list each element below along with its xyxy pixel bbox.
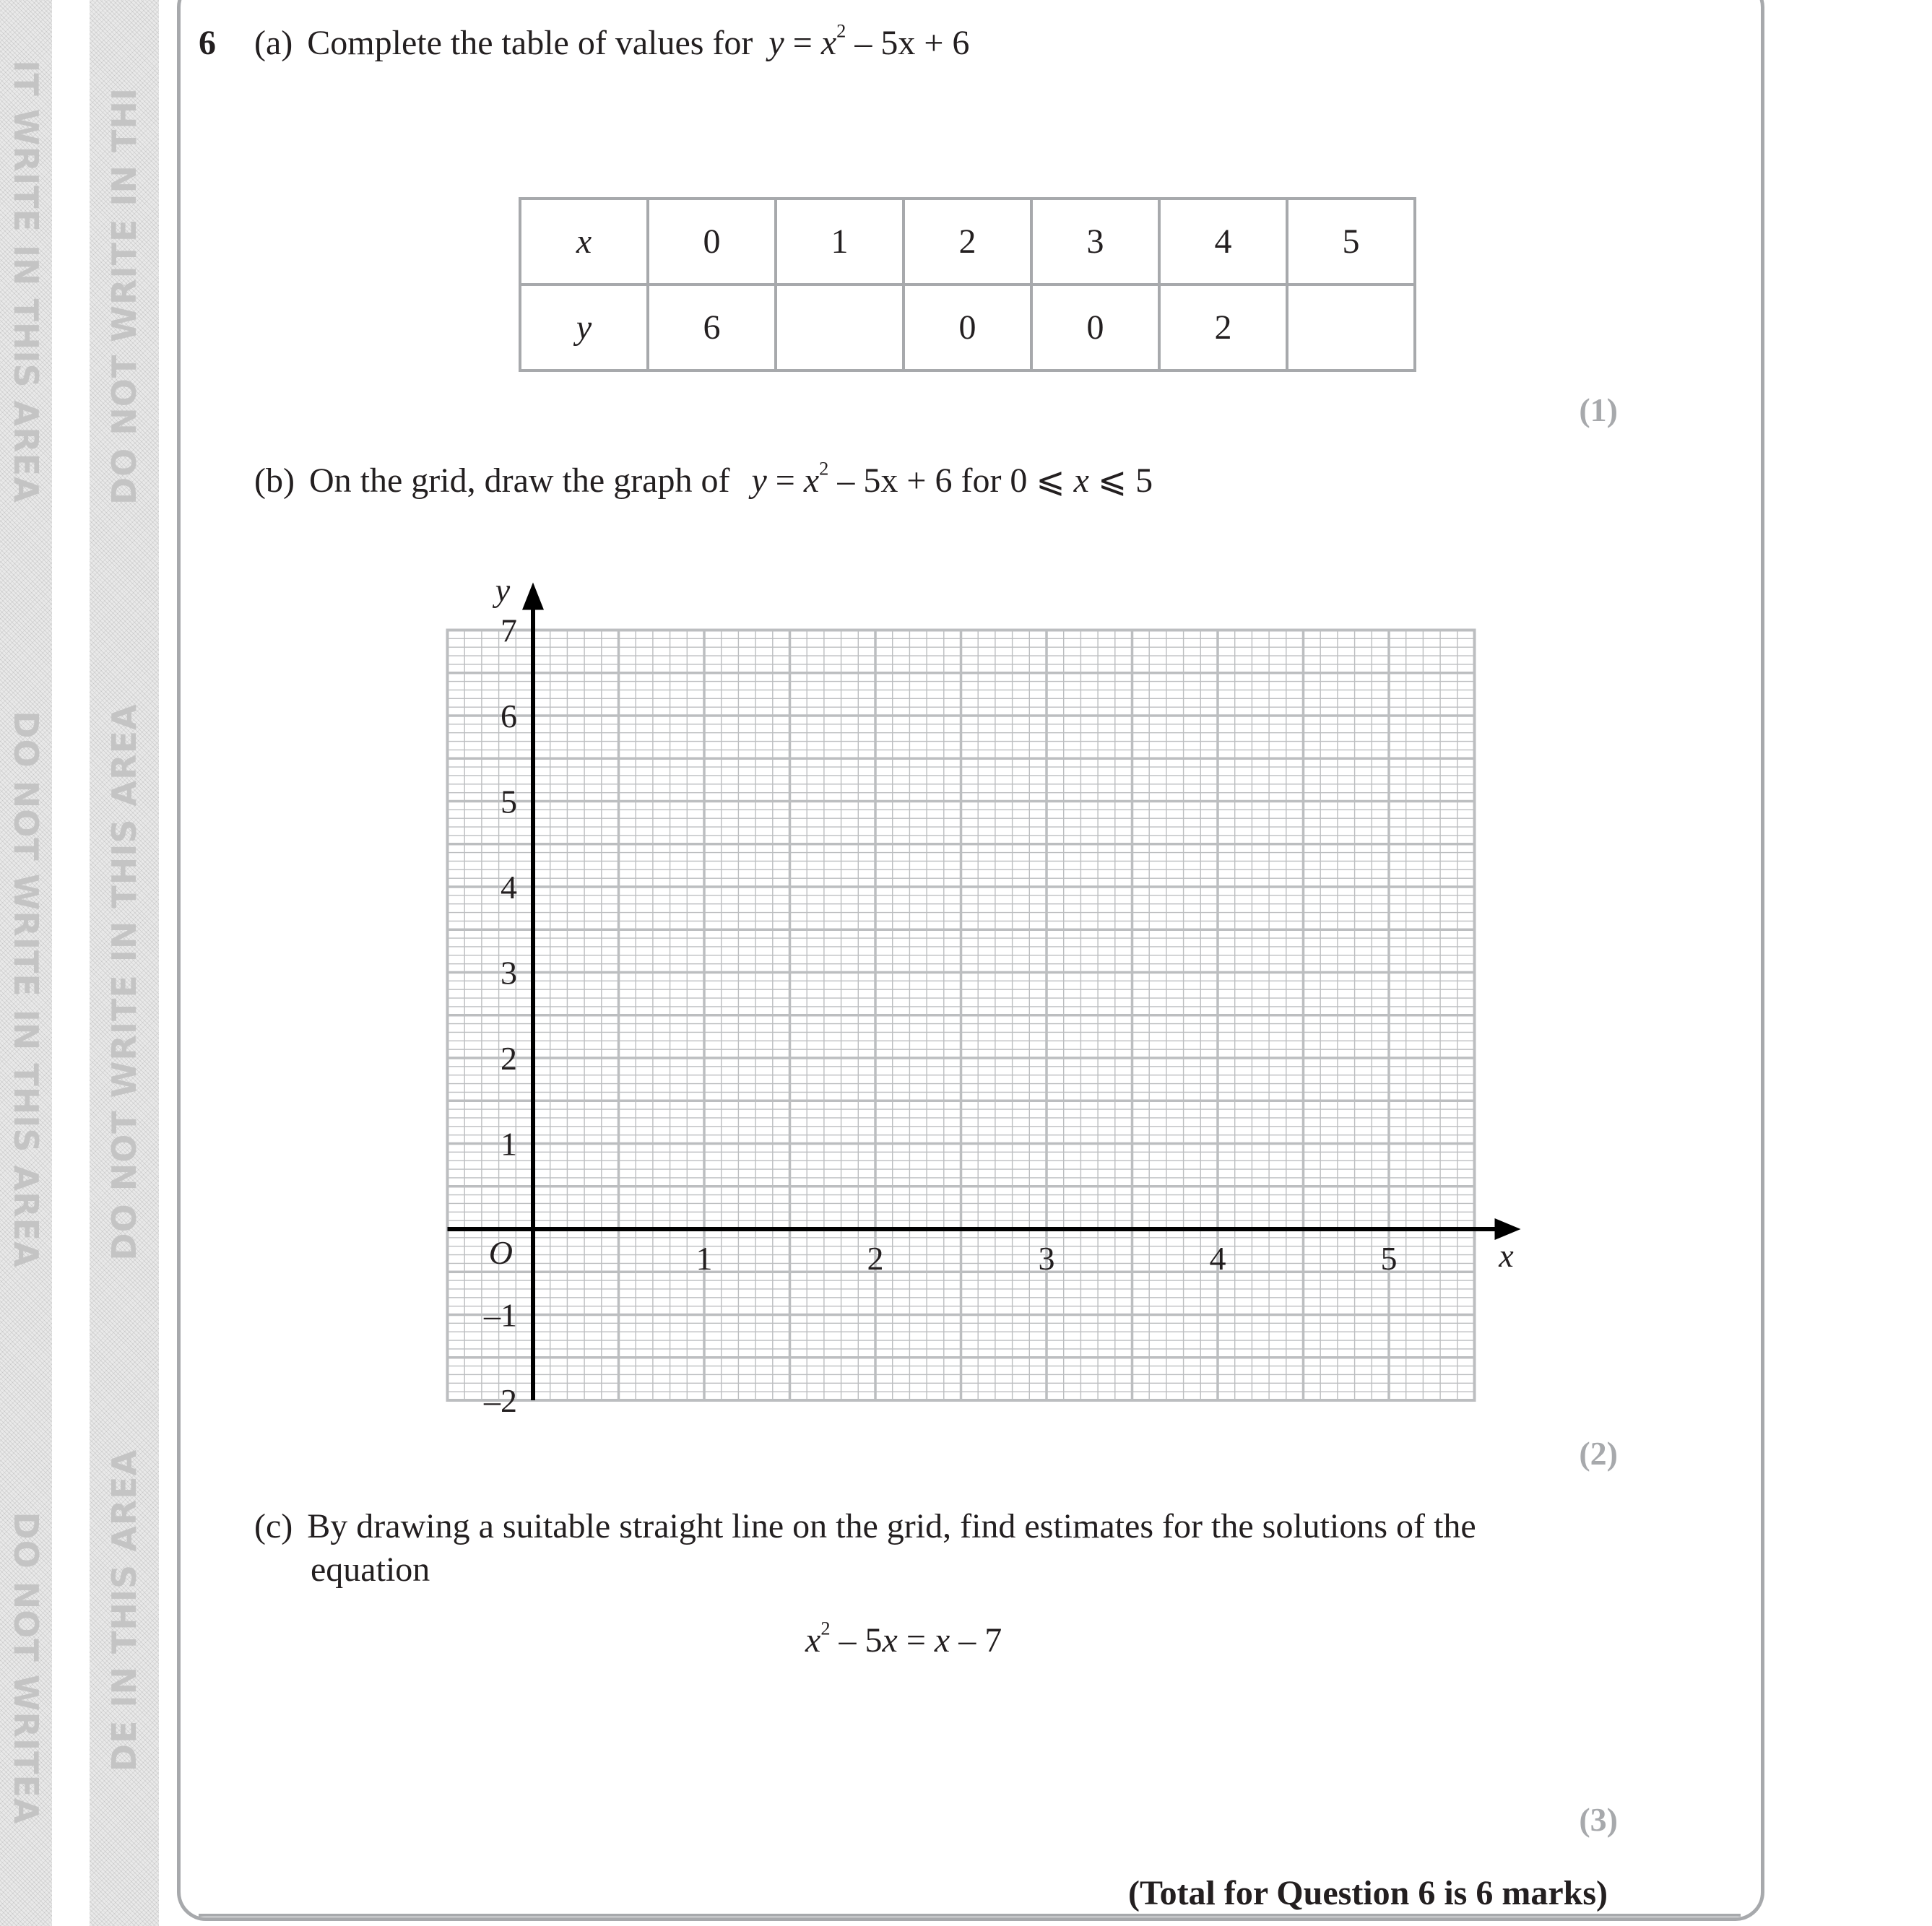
table-header-y: y [520,285,648,370]
y-tick-label: –1 [484,1296,517,1334]
part-b-equation: $y = x^2 - 5x + 6$ [751,457,953,500]
table-cell-x: 3 [1031,199,1159,285]
part-a-text: Complete the table of values for [307,24,753,62]
table-cell-x: 4 [1159,199,1287,285]
y-axis-arrow [522,583,544,610]
y-tick-label: 4 [501,869,517,906]
margin-warning: IT WRITE IN THIS AREA [7,60,46,503]
y-tick-label: 6 [501,698,517,734]
table-cell-y: 0 [1031,285,1159,370]
part-b-label: (b) [254,461,295,500]
part-a-marks: (1) [1579,391,1618,428]
x-tick-label: 4 [1209,1240,1226,1277]
table-cell-x: 1 [776,199,904,285]
table-cell-y: 0 [904,285,1031,370]
part-b-marks: (2) [1579,1435,1618,1472]
table-cell-y: 2 [1159,285,1287,370]
y-tick-label: –2 [484,1382,517,1419]
x-tick-label: 2 [867,1240,884,1277]
part-c-equation: $x^2 - 5x = x - 7$ [805,1617,1002,1660]
margin-warning: DO NOT WRITE IN THIS AREA [105,703,144,1261]
part-c-question [254,1509,1476,1544]
table-cell-x: 2 [904,199,1031,285]
table-cell-y: 6 [648,285,776,370]
x-tick-label: 3 [1038,1240,1055,1277]
y-tick-label: 1 [501,1125,517,1163]
margin-warning: DO NOT WRITE IN THI [105,87,144,506]
margin-warning: DO NOT WRITEA [7,1511,46,1825]
y-tick-label: 2 [501,1040,517,1077]
question-total: (Total for Question 6 is 6 marks) [1127,1874,1608,1912]
part-a-equation: $y = x^2 - 5x + 6$ [768,19,970,62]
table-cell-x: 0 [648,199,776,285]
margin-warning: DO NOT WRITE IN THIS AREA [7,711,46,1268]
y-tick-label: 7 [501,612,517,649]
x-axis-label: x [1499,1237,1514,1274]
part-c-marks: (3) [1579,1801,1618,1838]
axes [448,583,1521,1401]
question-number: 6 [199,24,216,62]
x-tick-label: 1 [696,1240,713,1277]
margin-warning: DE IN THIS AREA [105,1449,144,1772]
y-tick-label: 3 [501,954,517,992]
part-c-text-line2: equation [311,1550,430,1589]
table-cell-x: 5 [1287,199,1415,285]
part-b-text: On the grid, draw the graph of [308,461,730,500]
x-tick-label: 5 [1380,1240,1398,1277]
y-axis-label: y [495,571,511,609]
origin-label: O [488,1234,513,1271]
part-c-label: (c) [254,1507,293,1545]
part-c-text-line1: By drawing a suitable straight line on the grid, find estimates for the solutions of the [307,1507,1476,1545]
y-tick-label: 5 [501,783,517,820]
part-b-range: for 0 ⩽ x ⩽ 5 [952,461,1153,500]
part-a-label: (a) [254,24,293,62]
table-header-x: x [520,199,648,285]
